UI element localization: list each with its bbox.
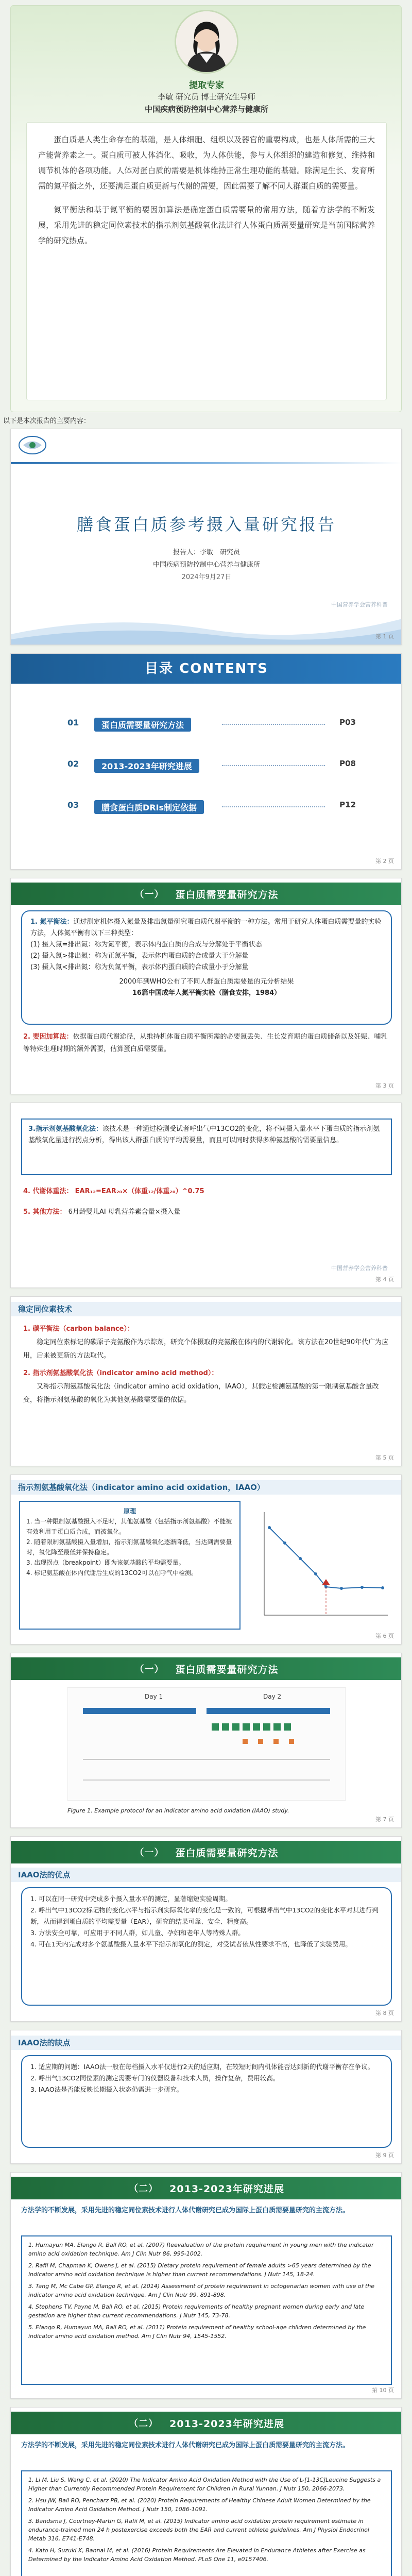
slide-number: 第 7 页: [375, 1816, 394, 1823]
method-title: 2. 要因加算法：: [23, 1033, 73, 1041]
toc-label: 2013-2023年研究进展: [94, 759, 199, 773]
slide-date: 2024年9月27日: [181, 573, 232, 581]
method-title: 1. 氮平衡法：: [30, 918, 74, 926]
section-number: （二）: [129, 2183, 159, 2194]
slide-progress-1: [10, 2172, 402, 2399]
reference-item: 5. Elango R, Humayun MA, Ball RO, et al. (2011) Protein requirement of healthy school-age children determined by the indicator amino acid oxidation method. Am J Clin Nutr 94, 1545-1552.: [28, 2324, 366, 2340]
slide-number: 第 9 页: [375, 2152, 394, 2159]
nitrogen-balance-box: [21, 910, 392, 1025]
intro-paragraph: 氮平衡法和基于氮平衡的要因加算法是确定蛋白质需要量的常用方法，随着方法学的不断发展，采用先进的稳定同位素技术的指示剂氨基酸氧化法进行人体蛋白质需要量研究是当前国际营养学的研究热点。: [38, 205, 375, 245]
advantages-box: [21, 1887, 392, 2006]
reference-item: 3. Bandsma J, Courtney-Martin G, Rafii M, et al. (2015) Indicator amino acid oxidation protein requirement estimate in endurance-trained men 24 h postexercise exceeds both the EAR and current athlete guidelines. Am J Physiol Endocrinol Metab 316, E741-E748.: [28, 2518, 369, 2542]
toc-label: 蛋白质需要量研究方法: [94, 718, 191, 732]
slide-number: 第 6 页: [375, 1633, 394, 1639]
expert-org: 中国疾病预防控制中心营养与健康所: [144, 105, 268, 114]
toc-item-1[interactable]: [67, 716, 356, 734]
method-text: 依据蛋白质代谢途径，从维持机体蛋白质平衡所需的必要氮丢失、生长发育期的蛋白质储备以及妊娠、哺乳等特殊生理时期的额外需要，估算蛋白质需要量。: [23, 1033, 388, 1053]
reference-item: 2. Hsu JW, Ball RO, Pencharz PB, et al. (2020) Protein Requirements of Healthy Chinese Adult Women Determined by the Indicator Amino Acid Oxidation Method. J Nutr 150, 1086-1091.: [28, 2497, 371, 2513]
intro-paragraph: 蛋白质是人类生命存在的基础，是人体细胞、组织以及器官的重要构成，也是人体所需的三大产能营养素之一。蛋白质可被人体消化、吸收，为人体供能，参与人体组织的建造和修复、维持和调节机体的各项功能。人体对蛋白质的需要是机体维持正常生理功能的基础。除满足生长、发育所需的氮平衡之外，还要满足蛋白质更新与代谢的需要，因此需要了解不同人群蛋白质的需要量。: [38, 135, 375, 191]
slide-number: 第 10 页: [372, 2387, 394, 2394]
advantage-item: 3. 方法安全可靠，可应用于不同人群，如儿童、孕妇和老年人等特殊人群。: [30, 1929, 245, 1937]
disadvantages-box: [21, 2055, 392, 2148]
slide-number: 第 1 页: [375, 633, 394, 640]
principle-title: 原理: [123, 1507, 136, 1515]
nb-item: (1) 摄入氮=排出氮：称为氮平衡，表示体内蛋白质的合成与分解处于平衡状态: [30, 941, 262, 948]
breakpoint-illustration: [249, 1502, 393, 1631]
section-title: 2013-2023年研究进展: [169, 2418, 284, 2430]
method-text: 通过测定机体摄入氮量及排出氮量研究蛋白质代谢平衡的一种方法。常用于研究人体蛋白质需要量的实验方法，人体氮平衡有以下三种类型：: [30, 918, 382, 937]
disadvantage-item: 1. 适应期的问题：IAAO法一般在每档摄入水平仅进行2天的适应期，在较短时间内机体能否达到新的代谢平衡存在争议。: [30, 2063, 374, 2071]
method-title: 3.指示剂氨基酸氧化法：: [28, 1125, 102, 1133]
slide-iaao-disadvantages: [10, 2030, 402, 2164]
section-header: [11, 2412, 402, 2434]
reference-item: 1. Li M, Liu S, Wang C, et al. (2020) The Indicator Amino Acid Oxidation Method with the Use of L-[1-13C]Leucine Suggests a Higher than Currently Recommended Protein Requirement for Children in Rural Yunnan. J Nutr 150, 2066-2073.: [28, 2477, 381, 2492]
reference-item: 4. Kato H, Suzuki K, Bannai M, et al. (2016) Protein Requirements Are Elevated in Endurance Athletes after Exercise as Determined by the Indicator Amino Acid Oxidation Method. PLoS One 11, e0157406.: [28, 2547, 366, 2563]
contents-title: 目录 CONTENTS: [11, 654, 402, 684]
section-strip: IAAO法的优点: [11, 1868, 402, 1882]
slide-section1-methods: [10, 878, 402, 1094]
section-strip: 指示剂氨基酸氧化法（indicator amino acid oxidation，IAAO）: [11, 1480, 402, 1495]
section-header: [11, 883, 402, 905]
age-text: 6月龄婴儿AI 母乳营养素含量×摄入量: [68, 1208, 181, 1216]
avatar: [175, 10, 238, 74]
slide-number: 第 2 页: [375, 858, 394, 865]
cdc-logo-icon: [18, 435, 47, 455]
expert-tag: 提取专家: [189, 80, 224, 91]
reference-item: 3. Tang M, Mc Cabe GP, Elango R, et al. (2014) Assessment of protein requirement in octogenarian women with use of the indicator amino acid oxidation technique. Am J Clin Nutr 99, 891-898.: [28, 2283, 375, 2298]
protocol-day-label: Day 1: [145, 1693, 163, 1700]
factorial-method: [23, 1031, 390, 1056]
toc-label: 膳食蛋白质DRIs制定依据: [94, 800, 204, 814]
principle-item: 4. 标记氨基酸在体内代谢后生成的13CO2可以在呼气中检测。: [26, 1569, 197, 1577]
advantage-item: 1. 可以在同一研究中完成多个摄入量水平的测定，显著缩短实验周期。: [30, 1895, 232, 1903]
section-strip: 稳定同位素技术: [11, 1302, 402, 1316]
reference-item: 2. Rafii M, Chapman K, Owens J, et al. (2015) Dietary protein requirement of female adults >65 years determined by the indicator amino acid oxidation technique is higher than current recommendations. J Nutr 145, 18-24.: [28, 2262, 371, 2278]
section-number: （一）: [134, 889, 164, 900]
section-title: 蛋白质需要量研究方法: [175, 1664, 279, 1675]
toc-number: 03: [67, 800, 79, 810]
toc-item-3[interactable]: [67, 798, 356, 817]
section-number: （一）: [134, 1664, 164, 1675]
watermark: 中国营养学会营养科普: [331, 1265, 388, 1272]
nb-item: (3) 摄入氮<排出氮：称为负氮平衡，表示体内蛋白质的合成量小于分解量: [30, 963, 249, 971]
toc-number: 01: [67, 718, 79, 727]
toc-page: P03: [339, 718, 356, 727]
protocol-diagram: [67, 1687, 346, 1801]
section-title: 蛋白质需要量研究方法: [175, 889, 279, 901]
section-title: 蛋白质需要量研究方法: [175, 1847, 279, 1859]
eq-label: 4. 代谢体重法：: [23, 1188, 73, 1195]
slide-number: 第 5 页: [375, 1454, 394, 1461]
slide-number: 第 3 页: [375, 1082, 394, 1089]
references-box: [21, 2235, 392, 2385]
reference-item: 4. Stephens TV, Payne M, Ball RO, et al. (2015) Protein requirements of healthy pregnant women during early and late gestation are higher than current recommendations. J Nutr 145, 73-78.: [28, 2303, 365, 2319]
title-divider: [11, 462, 402, 464]
other-method: [23, 1206, 390, 1218]
expert-card: [10, 5, 402, 412]
section-number: （一）: [134, 1848, 164, 1858]
iaao-definition-box: [21, 1118, 392, 1175]
toc-page: P08: [339, 759, 356, 768]
isotope-item-text: 稳定同位素标记的碳原子亮氨酸作为示踪剂，研究个体摄取的亮氨酸在体内的代谢转化。该方法在20世纪90年代广为应用，后来被更新的方法取代。: [23, 1338, 389, 1360]
metabolic-weight-method: [23, 1185, 390, 1198]
nb-caption: 2000年到WHO公布了不同人群蛋白质需要量的元分析结果: [119, 978, 294, 986]
principle-box: [19, 1501, 241, 1630]
disadvantage-item: 3. IAAO法是否能反映长期摄入状态仍需进一步研究。: [30, 2086, 183, 2093]
references-box: [21, 2470, 392, 2576]
section-strip: IAAO法的缺点: [11, 2036, 402, 2050]
nb-formula: 16篇中国成年人氮平衡实验（膳食安排，1984）: [132, 989, 281, 997]
age-label: 5. 其他方法：: [23, 1208, 66, 1216]
isotope-list: [23, 1323, 390, 1407]
slide-isotope-techniques: [10, 1296, 402, 1466]
slide-number: 第 4 页: [375, 1276, 394, 1283]
expert-intro-box: [26, 122, 387, 400]
expert-name: 李敏 研究员 博士研究生导师: [158, 92, 255, 101]
section-title: 2013-2023年研究进展: [169, 2183, 284, 2195]
section-header: [11, 2177, 402, 2199]
section-number: （二）: [129, 2418, 159, 2429]
method-text: 该技术是一种通过检测受试者呼出气中13CO2的变化，将不同摄入量水平下蛋白质的指示剂氨基酸氧化量进行拐点分析，得出该人群蛋白质的平均需要量，而且可以同时获得多种氨基酸的需要量信息。: [28, 1125, 380, 1144]
advantage-item: 4. 可在1天内完成对多个氨基酸摄入量水平下指示剂氧化的测定，对受试者依从性要求不高，也降低了实验费用。: [30, 1940, 352, 1948]
nb-item: (2) 摄入氮>排出氮：称为正氮平衡，表示体内蛋白质的合成量大于分解量: [30, 952, 249, 960]
reference-item: 1. Humayun MA, Elango R, Ball RO, et al. (2007) Reevaluation of the protein requirement in young men with the indicator amino acid oxidation technique. Am J Clin Nutr 86, 995-1002.: [28, 2242, 374, 2257]
toc-dots: [222, 724, 325, 725]
expert-photo: [176, 11, 237, 72]
toc-number: 02: [67, 759, 79, 769]
protocol-day-label: Day 2: [263, 1693, 282, 1700]
isotope-item-title: 2. 指示剂氨基酸氧化法（indicator amino acid method）：: [23, 1369, 218, 1377]
progress-intro: 方法学的不断发展，采用先进的稳定同位素技术进行人体代谢研究已成为国际上蛋白质需要量研究的主流方法。: [21, 2207, 350, 2214]
disadvantage-item: 2. 呼出气13CO2同位素的测定需要专门的仪器设备和技术人员，操作复杂，费用较高。: [30, 2074, 280, 2082]
contents-intro-line: 以下是本次报告的主要内容：: [3, 417, 91, 425]
figure-caption: Figure 1. Example protocol for an indicator amino acid oxidation (IAAO) study.: [67, 1807, 289, 1814]
slide-main-title: 膳食蛋白质参考摄入量研究报告: [76, 515, 336, 534]
progress-intro: 方法学的不断发展，采用先进的稳定同位素技术进行人体代谢研究已成为国际上蛋白质需要量研究的主流方法。: [21, 2442, 350, 2449]
section-header: [11, 1657, 402, 1680]
slide-iaao-protocol: [10, 1653, 402, 1828]
isotope-item-title: 1. 碳平衡法（carbon balance）：: [23, 1325, 134, 1333]
toc-page: P12: [339, 800, 356, 809]
principle-item: 1. 当一种限制氨基酸摄入不足时，其他氨基酸（包括指示剂氨基酸）不能被有效利用于蛋白质合成，而被氧化。: [26, 1518, 232, 1535]
slide-org: 中国疾病预防控制中心营养与健康所: [152, 561, 260, 569]
advantage-item: 2. 呼出气中13CO2标记物的变化水平与指示剂实际氧化率的变化是一致的，可根据呼出气中13CO2的变化水平对其进行判断，从而得到蛋白质的平均需要量（EAR），研究的结果可靠、安全、精度高。: [30, 1906, 379, 1925]
slide-title: [10, 429, 402, 645]
toc-item-2[interactable]: [67, 757, 356, 775]
slide-speaker: 报告人：李敏 研究员: [173, 549, 240, 556]
slide-iaao-advantages: [10, 1836, 402, 2022]
principle-item: 2. 随着限制氨基酸摄入量增加，指示剂氨基酸氧化逐渐降低，当达到需要量时，氧化降至最低并保持稳定。: [26, 1538, 232, 1556]
principle-item: 3. 出现拐点（breakpoint）即为该氨基酸的平均需要量。: [26, 1559, 185, 1566]
eq-formula: EAR₁₂=EAR₂₀×（体重₁₂/体重₂₀）^0.75: [75, 1188, 204, 1195]
toc-dots: [222, 806, 325, 807]
toc-dots: [222, 765, 325, 766]
isotope-item-text: 又称指示剂氨基酸氧化法（indicator amino acid oxidation，IAAO），其假定检测氨基酸的第一限制氨基酸含量改变，将指示剂氨基酸的氧化为其他氨基酸需要量的依据。: [23, 1383, 379, 1404]
section-header: [11, 1841, 402, 1863]
slide-progress-2: [10, 2407, 402, 2576]
slide-contents: [10, 653, 402, 870]
slide-iaao-intro: [10, 1103, 402, 1288]
watermark: 中国营养学会营养科普: [331, 601, 388, 608]
slide-iaao-principle: [10, 1475, 402, 1645]
slide-number: 第 8 页: [375, 2010, 394, 2016]
